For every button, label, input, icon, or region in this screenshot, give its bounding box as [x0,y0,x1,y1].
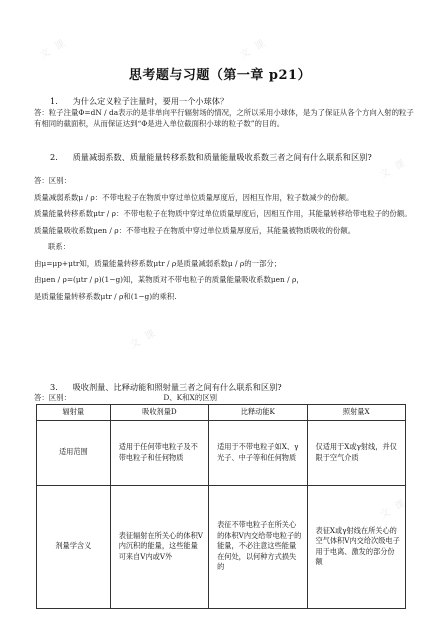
table-cell: 适用于不带电粒子如X、γ光子、中子等和任何物质 [209,420,307,485]
answer-2 [34,176,416,308]
watermark: 文 课 [128,327,159,352]
watermark: 文 课 [38,37,69,62]
comparison-table [36,404,406,609]
table-header: 辐射量 [37,405,111,421]
table-cell: 表征不带电粒子在所关心的体积V内交给带电粒子的能量，不必注意这些能量在何处，以何种方式损失的 [209,485,307,608]
table-cell: 表征辐射在所关心的体积V内沉积的能量，这些能量可来自V内或V外 [110,485,208,608]
watermark: 文 课 [238,37,269,62]
answer-paragraph: 质量减弱系数μ / ρ：不带电粒子在物质中穿过单位质量厚度后，因相互作用，粒子数减少的份额。 [34,192,354,202]
answer-text: 答：粒子注量Φ=dN / da表示的是非单向平行辐射场的情况，之所以采用小球体，是为了保证从各个方向入射的粒子有相同的截面积，从而保证达到“Φ是进入单位截面积小球的粒子数”的目的。 [34,108,414,128]
table-cell: 仅适用于X或γ射线，并仅限于空气介质 [307,420,405,485]
question-text: 为什么定义粒子注量时，要用一个小球体？ [72,96,229,106]
table-caption: D、K和X的区别 [163,393,217,402]
question-number: 3. [50,382,58,392]
question-2 [34,152,414,163]
row-label: 适用范围 [37,420,111,485]
answer-1 [34,108,416,135]
page-title: 思考题与习题（第一章 p21） [128,68,312,83]
table-header: 吸收剂量D [110,405,208,421]
question-3 [34,382,414,393]
question-text: 吸收剂量、比释动能和照射量三者之间有什么联系和区别? [72,382,282,392]
question-text: 质量减弱系数、质量能量转移系数和质量能量吸收系数三者之间有什么联系和区别? [72,152,372,162]
table-row [37,420,406,485]
answer-intro: 答：区别： [34,393,71,402]
watermark: 文 课 [378,157,409,182]
table-header: 照射量X [307,405,405,421]
row-label: 剂量学含义 [37,485,111,608]
question-number: 2. [50,152,58,162]
answer-3-intro [34,393,416,404]
question-1 [34,96,414,107]
answer-link-label: 联系： [48,242,71,251]
table-header-row [37,405,406,421]
answer-intro: 答：区别： [34,176,71,185]
answer-paragraph: 由μ=μp+μtr知，质量能量转移系数μtr / ρ是质量减弱系数μ / ρ的一部分； [34,258,282,268]
answer-paragraph: 由μen / ρ=(μtr / ρ)(1−g)知，某物质对不带电粒子的质量能量吸收系数μen / ρ， [34,275,304,284]
answer-paragraph: 质量能量转移系数μtr / ρ：不带电粒子在物质中穿过单位质量厚度后，因相互作用，其能量转移给带电粒子的份额。 [34,209,412,218]
table-header: 比释动能K [209,405,307,421]
table-row [37,485,406,608]
answer-paragraph: 是质量能量转移系数μtr / ρ和(1−g)的乘积. [34,291,177,301]
answer-paragraph: 质量能量吸收系数μen / ρ：不带电粒子在物质中穿过单位质量厚度后，其能量被物质吸收的份额。 [34,225,356,235]
table-cell: 表征X或γ射线在所关心的空气体积V内交给次级电子用于电离、激发的部分份额 [307,485,405,608]
watermark: 文 课 [378,497,409,522]
table-cell: 适用于任何带电粒子及不带电粒子和任何物质 [110,420,208,485]
question-number: 1. [50,96,58,106]
